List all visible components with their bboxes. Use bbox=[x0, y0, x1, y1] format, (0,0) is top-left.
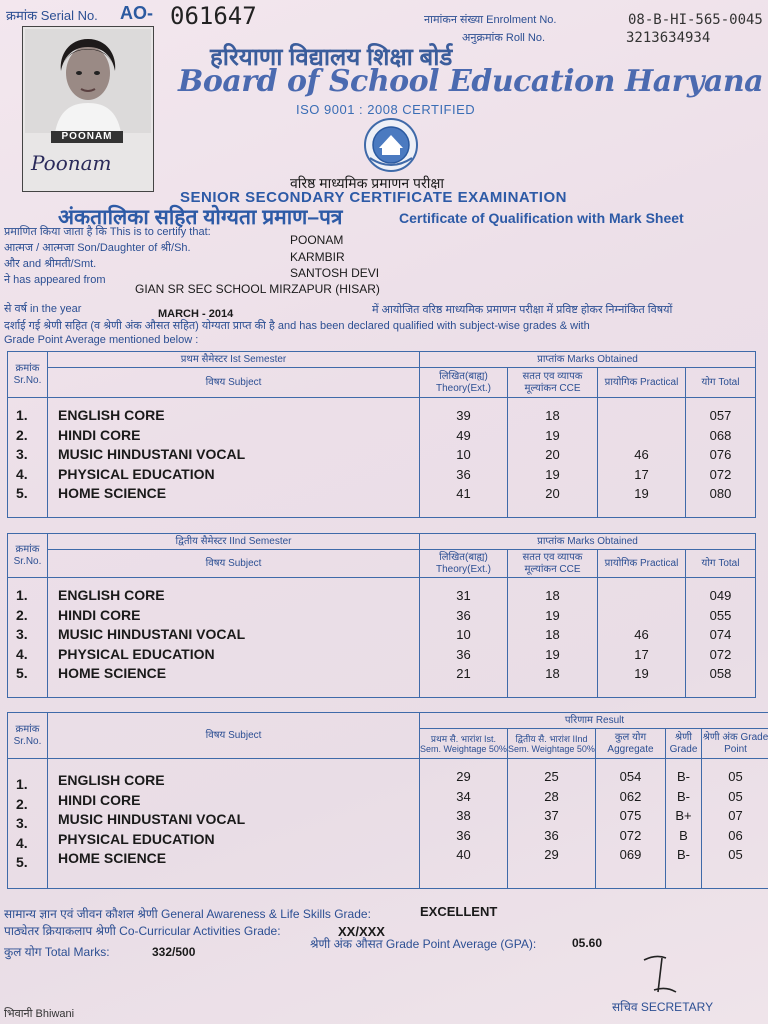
table-cell: B- bbox=[677, 788, 690, 804]
result-table bbox=[7, 712, 768, 889]
theory-column bbox=[420, 578, 508, 698]
table-cell: 05 bbox=[728, 788, 743, 804]
mother-name: SANTOSH DEVI bbox=[290, 266, 380, 280]
grade-header: श्रेणी Grade bbox=[666, 729, 702, 759]
table-cell: MUSIC HINDUSTANI VOCAL bbox=[58, 446, 246, 462]
table-cell: 3. bbox=[16, 446, 28, 462]
table-cell: 49 bbox=[456, 427, 471, 443]
table-cell: MUSIC HINDUSTANI VOCAL bbox=[58, 811, 246, 827]
table-cell: B- bbox=[677, 769, 690, 784]
table-cell: 074 bbox=[709, 627, 732, 642]
table-cell: 068 bbox=[709, 427, 732, 443]
grade-column bbox=[666, 759, 702, 889]
result-header: परिणाम Result bbox=[420, 713, 768, 729]
semester-header: द्वितीय सैमेस्टर IInd Semester bbox=[48, 534, 420, 550]
srno-header: क्रमांक Sr.No. bbox=[8, 352, 48, 398]
subject-header: विषय Subject bbox=[48, 550, 420, 578]
place-label: भिवानी Bhiwani bbox=[4, 1008, 75, 1020]
table-cell: 080 bbox=[709, 486, 732, 501]
table-cell: 37 bbox=[544, 808, 559, 823]
table-cell: 46 bbox=[634, 627, 649, 642]
sem1-weightage-header: प्रथम सै. भारांश Ist. Sem. Weightage 50% bbox=[420, 729, 508, 759]
table-cell: PHYSICAL EDUCATION bbox=[58, 830, 215, 847]
table-cell: 1. bbox=[16, 776, 28, 792]
table-cell: 058 bbox=[709, 666, 732, 681]
table-cell: 2. bbox=[16, 606, 28, 623]
table-cell: 19 bbox=[545, 646, 560, 662]
table-cell: 05 bbox=[728, 769, 743, 784]
candidate-name: POONAM bbox=[290, 233, 344, 247]
srno-header: क्रमांक Sr.No. bbox=[8, 534, 48, 578]
cce-column bbox=[508, 398, 598, 518]
appeared-line: ने has appeared from bbox=[4, 274, 106, 286]
certify-line: प्रमाणित किया जाता है कि This is to certify that: bbox=[4, 226, 211, 238]
table-cell: 19 bbox=[545, 427, 560, 443]
enrolment-value: 08-B-HI-565-0045 bbox=[628, 12, 763, 28]
aggregate-header: कुल योग Aggregate bbox=[596, 729, 666, 759]
table-cell: HINDI CORE bbox=[58, 606, 141, 623]
table-cell: HOME SCIENCE bbox=[58, 485, 167, 501]
theory-column bbox=[420, 398, 508, 518]
year-line-continued: में आयोजित वरिष्ठ माध्यमिक प्रमाणन परीक्षा में प्रविष्ट होकर निम्नांकित विषयों bbox=[372, 304, 673, 316]
board-name-english: Board of School Education Haryana bbox=[178, 64, 764, 99]
candidate-signature: Poonam bbox=[31, 151, 112, 175]
exam-title-hindi: वरिष्ठ माध्यमिक प्रमाणन परीक्षा bbox=[290, 175, 445, 191]
sem2-weightage-column bbox=[508, 759, 596, 889]
cce-header: सतत एव व्यापक मूल्यांकन CCE bbox=[508, 368, 598, 398]
table-cell: B- bbox=[677, 847, 690, 862]
table-cell: B+ bbox=[675, 808, 692, 823]
table-cell: 049 bbox=[709, 588, 732, 603]
general-awareness-grade: EXCELLENT bbox=[420, 904, 498, 919]
table-cell: 076 bbox=[709, 447, 732, 462]
table-cell: MUSIC HINDUSTANI VOCAL bbox=[58, 626, 246, 642]
table-cell: ENGLISH CORE bbox=[58, 772, 165, 788]
table-cell bbox=[598, 606, 685, 626]
table-cell: 072 bbox=[709, 466, 732, 482]
table-cell: 075 bbox=[619, 808, 642, 823]
sem2-weightage-header: द्वितीय सै. भारांश IInd Sem. Weightage 50% bbox=[508, 729, 596, 759]
theory-header: लिखित(बाह्य) Theory(Ext.) bbox=[420, 550, 508, 578]
srno-column bbox=[8, 759, 48, 889]
srno-header: क्रमांक Sr.No. bbox=[8, 713, 48, 759]
subject-column bbox=[48, 759, 420, 889]
table-cell: 31 bbox=[456, 588, 471, 603]
total-column bbox=[686, 578, 756, 698]
table-cell: HOME SCIENCE bbox=[58, 665, 167, 681]
candidate-photo bbox=[25, 29, 151, 133]
table-cell: 18 bbox=[545, 627, 560, 642]
practical-column bbox=[598, 578, 686, 698]
table-cell: 2. bbox=[16, 426, 28, 443]
table-cell: 5. bbox=[16, 854, 28, 870]
co-curricular-label: पाठ्येतर क्रियाकलाप श्रेणी Co-Curricular Activities Grade: bbox=[4, 924, 281, 938]
table-cell: 1. bbox=[16, 407, 28, 423]
subject-header: विषय Subject bbox=[48, 368, 420, 398]
table-cell: ENGLISH CORE bbox=[58, 407, 165, 423]
table-cell: PHYSICAL EDUCATION bbox=[58, 465, 215, 482]
serial-label: क्रमांक Serial No. bbox=[6, 8, 98, 23]
table-cell: 29 bbox=[456, 769, 471, 784]
table-cell: 4. bbox=[16, 834, 28, 851]
table-cell: 41 bbox=[456, 486, 471, 501]
table-cell: 062 bbox=[619, 788, 642, 804]
table-cell bbox=[598, 406, 685, 426]
table-cell: 19 bbox=[545, 466, 560, 482]
table-cell: 2. bbox=[16, 795, 28, 812]
table-cell: 072 bbox=[619, 827, 642, 843]
person-icon bbox=[25, 29, 151, 133]
son-daughter-line: आत्मज / आत्मजा Son/Daughter of श्री/Sh. bbox=[4, 242, 191, 254]
practical-header: प्रायोगिक Practical bbox=[598, 550, 686, 578]
total-marks-label: कुल योग Total Marks: bbox=[4, 945, 110, 959]
co-curricular-grade: XX/XXX bbox=[338, 924, 385, 939]
table-cell: 10 bbox=[456, 447, 471, 462]
table-cell: 36 bbox=[456, 607, 471, 623]
theory-header: लिखित(बाह्य) Theory(Ext.) bbox=[420, 368, 508, 398]
table-cell: 21 bbox=[456, 666, 471, 681]
subject-column bbox=[48, 578, 420, 698]
table-cell: 17 bbox=[634, 466, 649, 482]
certificate-title-english: Certificate of Qualification with Mark Sheet bbox=[399, 210, 684, 226]
sem1-weightage-column bbox=[420, 759, 508, 889]
roll-label: अनुक्रमांक Roll No. bbox=[462, 32, 546, 44]
practical-header: प्रायोगिक Practical bbox=[598, 368, 686, 398]
table-cell: 10 bbox=[456, 627, 471, 642]
exam-title-english: SENIOR SECONDARY CERTIFICATE EXAMINATION bbox=[180, 189, 567, 206]
practical-column bbox=[598, 398, 686, 518]
subject-column bbox=[48, 398, 420, 518]
table-cell: 5. bbox=[16, 485, 28, 501]
gpa-label: श्रेणी अंक औसत Grade Point Average (GPA): bbox=[310, 937, 537, 951]
gpa-intro-line: Grade Point Average mentioned below : bbox=[4, 334, 199, 346]
table-cell: HOME SCIENCE bbox=[58, 850, 167, 866]
table-cell: 20 bbox=[545, 447, 560, 462]
table-cell: HINDI CORE bbox=[58, 791, 141, 808]
gpa-value: 05.60 bbox=[572, 936, 603, 950]
father-name: KARMBIR bbox=[290, 250, 345, 264]
semester-2-table bbox=[7, 533, 756, 698]
photo-name-label: POONAM bbox=[51, 131, 123, 143]
table-cell: PHYSICAL EDUCATION bbox=[58, 645, 215, 662]
table-cell: B bbox=[679, 827, 688, 843]
table-cell bbox=[598, 426, 685, 446]
table-cell: 38 bbox=[456, 808, 471, 823]
secretary-signature-icon bbox=[636, 950, 696, 1005]
secretary-label: सचिव SECRETARY bbox=[612, 1000, 714, 1014]
table-cell bbox=[598, 586, 685, 606]
grade-point-column bbox=[702, 759, 768, 889]
table-cell: 072 bbox=[709, 646, 732, 662]
serial-prefix: AO- bbox=[120, 3, 153, 23]
certificate-title-hindi: अंकतालिका सहित योग्यता प्रमाण–पत्र bbox=[58, 206, 343, 229]
total-header: योग Total bbox=[686, 550, 756, 578]
semester-header: प्रथम सैमेस्टर Ist Semester bbox=[48, 352, 420, 368]
table-cell: 25 bbox=[544, 769, 559, 784]
table-cell: 17 bbox=[634, 646, 649, 662]
cce-column bbox=[508, 578, 598, 698]
grade-point-header: श्रेणी अंक Grade Point bbox=[702, 729, 768, 759]
table-cell: 20 bbox=[545, 486, 560, 501]
serial-number: 061647 bbox=[170, 2, 257, 30]
candidate-photo-frame bbox=[22, 26, 154, 192]
mother-line: और and श्रीमती/Smt. bbox=[4, 258, 97, 270]
table-cell: 36 bbox=[456, 827, 471, 843]
general-awareness-label: सामान्य ज्ञान एवं जीवन कौशल श्रेणी General Awareness & Life Skills Grade: bbox=[4, 907, 371, 921]
table-cell: 29 bbox=[544, 847, 559, 862]
marks-obtained-header: प्राप्तांक Marks Obtained bbox=[420, 534, 756, 550]
school-name: GIAN SR SEC SCHOOL MIRZAPUR (HISAR) bbox=[135, 282, 380, 296]
table-cell: 06 bbox=[728, 827, 743, 843]
table-cell: 4. bbox=[16, 645, 28, 662]
semester-1-table bbox=[7, 351, 756, 518]
table-cell: 18 bbox=[545, 408, 560, 423]
table-cell: 07 bbox=[728, 808, 743, 823]
table-cell: 18 bbox=[545, 666, 560, 681]
srno-column bbox=[8, 398, 48, 518]
table-cell: 3. bbox=[16, 626, 28, 642]
srno-column bbox=[8, 578, 48, 698]
table-cell: 3. bbox=[16, 815, 28, 831]
cce-header: सतत एव व्यापक मूल्यांकन CCE bbox=[508, 550, 598, 578]
total-marks-value: 332/500 bbox=[152, 945, 196, 959]
table-cell: 39 bbox=[456, 408, 471, 423]
table-cell: 36 bbox=[544, 827, 559, 843]
table-cell: 05 bbox=[728, 847, 743, 862]
table-cell: 054 bbox=[619, 769, 642, 784]
table-cell: 36 bbox=[456, 646, 471, 662]
table-cell: 46 bbox=[634, 447, 649, 462]
total-header: योग Total bbox=[686, 368, 756, 398]
table-cell: 18 bbox=[545, 588, 560, 603]
table-cell: 40 bbox=[456, 847, 471, 862]
table-cell: 19 bbox=[545, 607, 560, 623]
table-cell: HINDI CORE bbox=[58, 426, 141, 443]
subject-header: विषय Subject bbox=[48, 713, 420, 759]
iso-certification: ISO 9001 : 2008 CERTIFIED bbox=[296, 102, 476, 117]
table-cell: 069 bbox=[619, 847, 642, 862]
year-line: से वर्ष in the year bbox=[4, 303, 82, 315]
qualified-line: दर्शाई गई श्रेणी सहित (व श्रेणी अंक औसत सहित) योग्यता प्राप्त की है and has been declared qualified with subject-wise grades & with bbox=[4, 320, 590, 332]
roll-value: 3213634934 bbox=[626, 30, 711, 46]
table-cell: ENGLISH CORE bbox=[58, 587, 165, 603]
marks-obtained-header: प्राप्तांक Marks Obtained bbox=[420, 352, 756, 368]
table-cell: 4. bbox=[16, 465, 28, 482]
table-cell: 1. bbox=[16, 587, 28, 603]
total-column bbox=[686, 398, 756, 518]
enrolment-label: नामांकन संख्या Enrolment No. bbox=[424, 14, 557, 26]
board-name-hindi: हरियाणा विद्यालय शिक्षा बोर्ड bbox=[210, 44, 453, 71]
table-cell: 34 bbox=[456, 788, 471, 804]
table-cell: 5. bbox=[16, 665, 28, 681]
table-cell: 28 bbox=[544, 788, 559, 804]
table-cell: 19 bbox=[634, 666, 649, 681]
table-cell: 19 bbox=[634, 486, 649, 501]
board-emblem-icon bbox=[360, 118, 422, 179]
table-cell: 055 bbox=[709, 607, 732, 623]
table-cell: 36 bbox=[456, 466, 471, 482]
aggregate-column bbox=[596, 759, 666, 889]
exam-year: MARCH - 2014 bbox=[158, 308, 234, 320]
table-cell: 057 bbox=[709, 408, 732, 423]
